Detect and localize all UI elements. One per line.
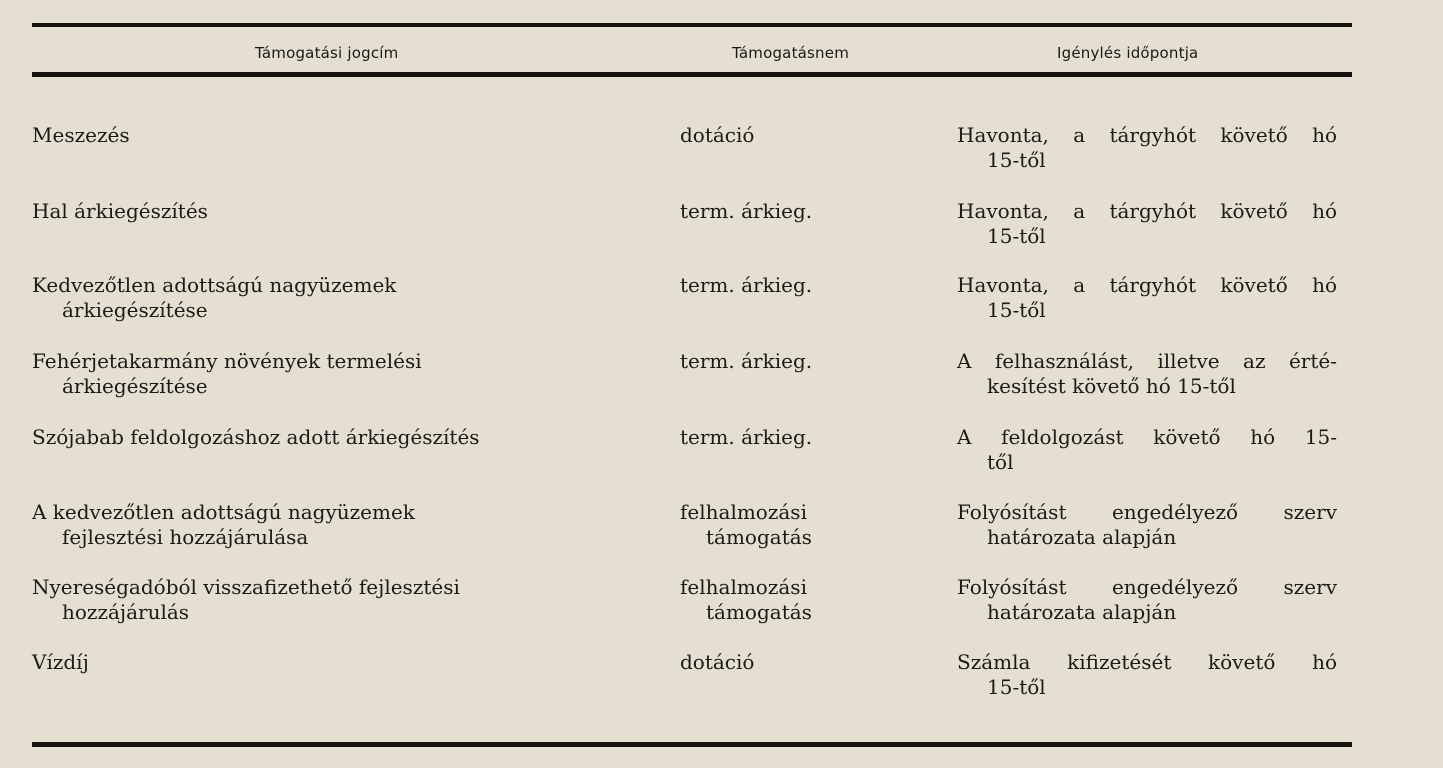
support-type-cell-line: felhalmozási <box>680 500 807 524</box>
support-title-cell-line: Szójabab feldolgozáshoz adott árkiegészítés <box>32 425 480 449</box>
support-title-cell-line: Fehérjetakarmány növények termelési <box>32 349 422 373</box>
claim-time-cell <box>957 349 1337 399</box>
support-title-cell <box>32 575 632 625</box>
support-title-cell <box>32 650 632 675</box>
claim-time-cell-line: 15-től <box>987 224 1046 248</box>
claim-time-cell-line: kesítést követő hó 15-től <box>987 374 1236 398</box>
claim-time-cell <box>957 199 1337 249</box>
support-type-cell-line: term. árkieg. <box>680 425 813 449</box>
claim-time-cell-line: 15-től <box>987 298 1046 322</box>
support-type-cell-line: term. árkieg. <box>680 273 813 297</box>
support-type-cell-line: dotáció <box>680 650 755 674</box>
claim-time-cell <box>957 650 1337 700</box>
header-rule <box>32 72 1352 77</box>
support-type-cell <box>680 650 920 675</box>
support-title-cell-line: Kedvezőtlen adottságú nagyüzemek <box>32 273 397 297</box>
support-type-cell-line: támogatás <box>706 600 812 624</box>
support-type-cell <box>680 500 920 550</box>
claim-time-cell-line: Folyósítást engedélyező szerv <box>957 500 1337 524</box>
support-title-cell-line: árkiegészítése <box>62 374 208 398</box>
support-type-cell-line: támogatás <box>706 525 812 549</box>
support-type-cell <box>680 123 920 148</box>
support-title-cell <box>32 500 632 550</box>
support-type-cell-line: felhalmozási <box>680 575 807 599</box>
claim-time-cell-line: határozata alapján <box>987 525 1177 549</box>
support-title-cell-line: fejlesztési hozzájárulása <box>62 525 309 549</box>
claim-time-cell-line: A felhasználást, illetve az érté- <box>957 349 1337 373</box>
support-type-cell <box>680 273 920 298</box>
support-title-cell <box>32 425 632 450</box>
claim-time-cell-line: 15-től <box>987 148 1046 172</box>
claim-time-cell-line: Havonta, a tárgyhót követő hó <box>957 273 1337 297</box>
support-type-cell <box>680 425 920 450</box>
claim-time-cell <box>957 425 1337 475</box>
support-type-cell <box>680 575 920 625</box>
claim-time-cell-line: Havonta, a tárgyhót követő hó <box>957 123 1337 147</box>
support-title-cell <box>32 273 632 323</box>
support-title-cell-line: árkiegészítése <box>62 298 208 322</box>
support-type-cell-line: dotáció <box>680 123 755 147</box>
claim-time-cell-line: A feldolgozást követő hó 15- <box>957 425 1337 449</box>
support-title-cell-line: hozzájárulás <box>62 600 190 624</box>
claim-time-cell <box>957 575 1337 625</box>
claim-time-cell-line: Számla kifizetését követő hó <box>957 650 1337 674</box>
support-type-cell <box>680 199 920 224</box>
support-title-cell <box>32 123 632 148</box>
claim-time-cell-line: 15-től <box>987 675 1046 699</box>
support-title-cell <box>32 349 632 399</box>
bottom-rule <box>32 742 1352 747</box>
support-title-cell-line: Meszezés <box>32 123 130 147</box>
support-title-cell-line: Nyereségadóból visszafizethető fejlesztési <box>32 575 460 599</box>
claim-time-cell <box>957 273 1337 323</box>
header-support-type: Támogatásnem <box>732 44 850 62</box>
top-rule <box>32 23 1352 27</box>
claim-time-cell <box>957 123 1337 173</box>
support-type-cell-line: term. árkieg. <box>680 199 813 223</box>
claim-time-cell-line: től <box>987 450 1014 474</box>
support-type-cell-line: term. árkieg. <box>680 349 813 373</box>
support-type-cell <box>680 349 920 374</box>
claim-time-cell <box>957 500 1337 550</box>
support-title-cell-line: Vízdíj <box>32 650 89 674</box>
header-claim-time: Igénylés időpontja <box>1057 44 1199 62</box>
claim-time-cell-line: határozata alapján <box>987 600 1177 624</box>
header-support-title: Támogatási jogcím <box>255 44 399 62</box>
claim-time-cell-line: Havonta, a tárgyhót követő hó <box>957 199 1337 223</box>
support-title-cell <box>32 199 632 224</box>
claim-time-cell-line: Folyósítást engedélyező szerv <box>957 575 1337 599</box>
support-title-cell-line: A kedvezőtlen adottságú nagyüzemek <box>32 500 415 524</box>
support-title-cell-line: Hal árkiegészítés <box>32 199 208 223</box>
